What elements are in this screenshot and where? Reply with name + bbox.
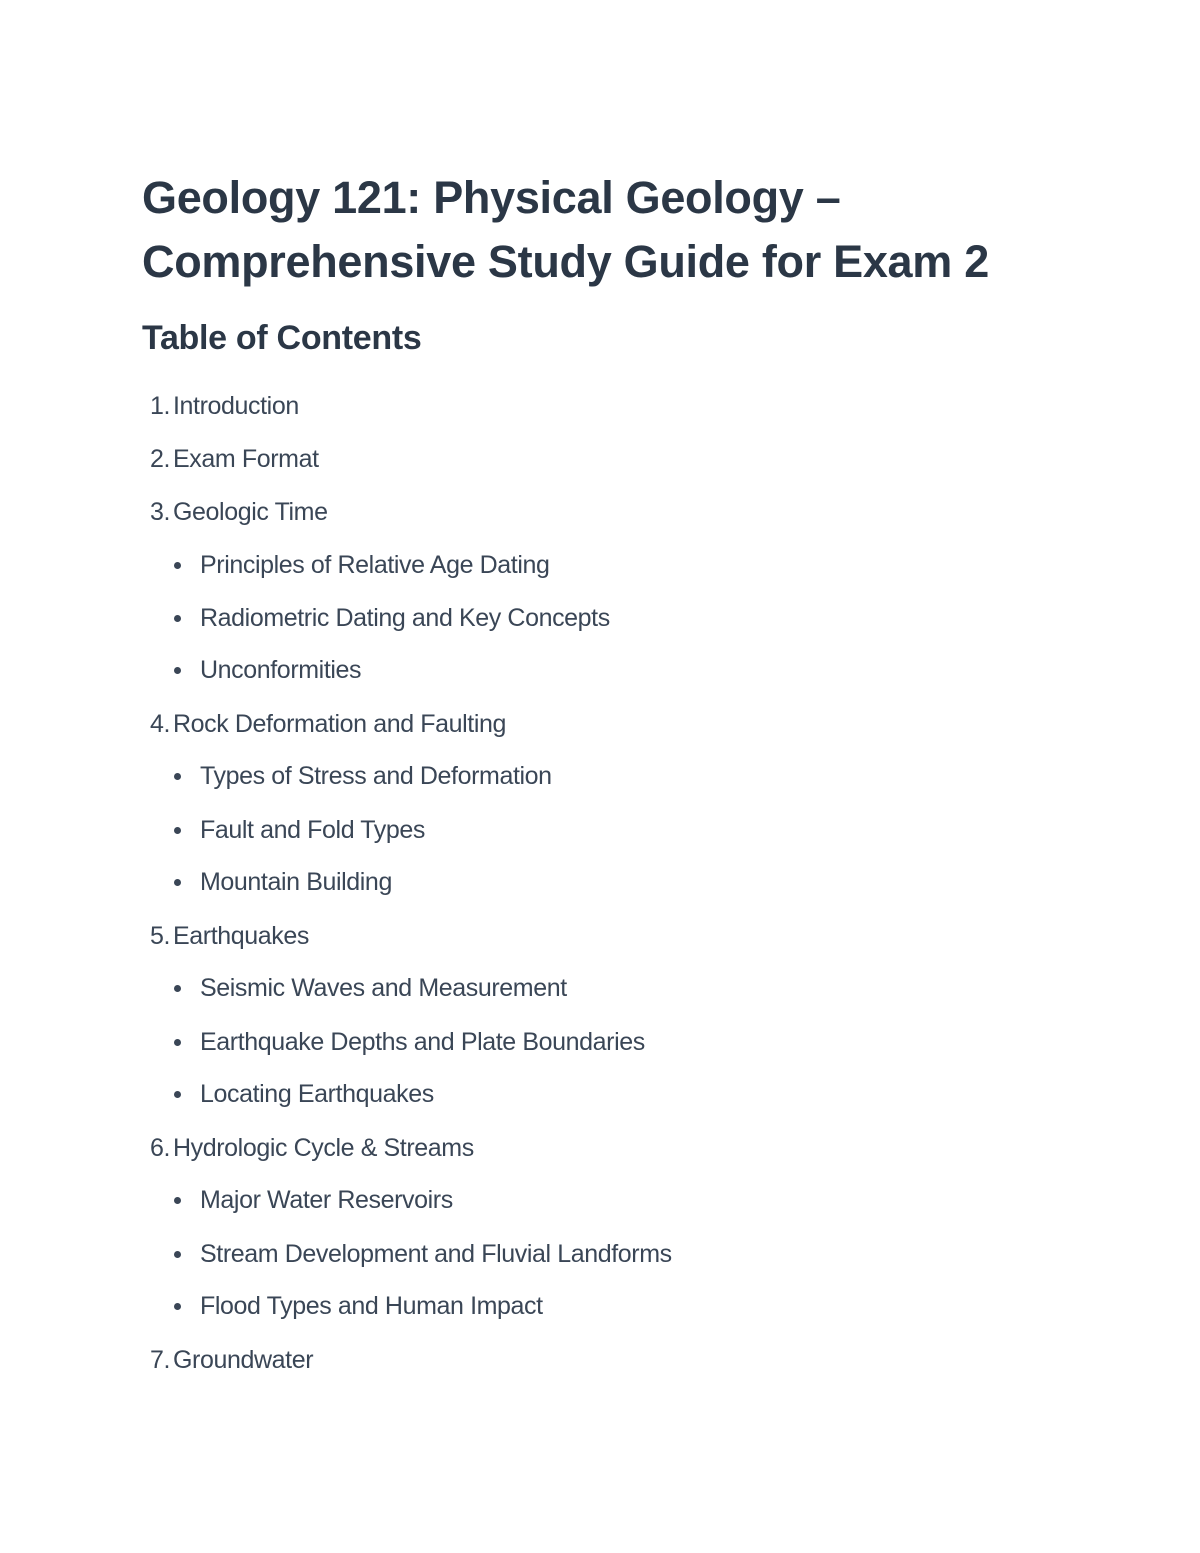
toc-item-number: 6. (149, 1134, 170, 1162)
toc-item-hydrologic-cycle (142, 1132, 474, 1164)
toc-item-label: Earthquakes (173, 922, 309, 950)
bullet-icon (174, 562, 181, 569)
bullet-icon (174, 1197, 181, 1204)
toc-item-introduction (142, 390, 299, 422)
toc-item-earthquakes (142, 920, 309, 952)
toc-subitem-flood-types (200, 1290, 543, 1322)
toc-item-label: Groundwater (173, 1346, 314, 1374)
toc-subitem-label: Types of Stress and Deformation (200, 762, 552, 790)
toc-subitem-earthquake-depths (200, 1026, 645, 1058)
toc-subitem-label: Earthquake Depths and Plate Boundaries (200, 1028, 645, 1056)
toc-item-number: 2. (149, 445, 170, 473)
toc-subitem-label: Locating Earthquakes (200, 1080, 434, 1108)
toc-item-exam-format (142, 443, 319, 475)
bullet-icon (174, 827, 181, 834)
toc-item-groundwater (142, 1344, 313, 1376)
toc-item-number: 1. (149, 392, 170, 420)
bullet-icon (174, 1303, 181, 1310)
toc-subitem-label: Stream Development and Fluvial Landforms (200, 1240, 672, 1268)
toc-item-rock-deformation (142, 708, 506, 740)
toc-subitem-label: Flood Types and Human Impact (200, 1292, 543, 1320)
toc-subitem-mountain-building (200, 866, 392, 898)
bullet-icon (174, 1091, 181, 1098)
toc-subitem-label: Seismic Waves and Measurement (200, 974, 567, 1002)
bullet-icon (174, 667, 181, 674)
bullet-icon (174, 773, 181, 780)
toc-subitem-locating-earthquakes (200, 1078, 434, 1110)
toc-item-label: Geologic Time (173, 498, 328, 526)
toc-item-label: Exam Format (173, 445, 319, 473)
toc-subitem-relative-age-dating (200, 549, 550, 581)
bullet-icon (174, 985, 181, 992)
toc-item-geologic-time (142, 496, 328, 528)
toc-subitem-radiometric-dating (200, 602, 610, 634)
toc-subitem-stress-deformation (200, 760, 552, 792)
toc-subitem-label: Unconformities (200, 656, 362, 684)
document-title-line-2: Comprehensive Study Guide for Exam 2 (142, 236, 989, 287)
bullet-icon (174, 615, 181, 622)
toc-subitem-label: Major Water Reservoirs (200, 1186, 453, 1214)
toc-item-number: 4. (149, 710, 170, 738)
toc-item-number: 3. (149, 498, 170, 526)
toc-subitem-unconformities (200, 654, 361, 686)
toc-subitem-seismic-waves (200, 972, 567, 1004)
toc-subitem-fault-fold-types (200, 814, 425, 846)
toc-subitem-water-reservoirs (200, 1184, 453, 1216)
bullet-icon (174, 1251, 181, 1258)
document-title-line-1: Geology 121: Physical Geology – (142, 172, 841, 223)
toc-item-label: Rock Deformation and Faulting (173, 710, 507, 738)
toc-heading: Table of Contents (142, 319, 422, 357)
toc-item-number: 5. (149, 922, 170, 950)
toc-subitem-label: Fault and Fold Types (200, 816, 426, 844)
toc-item-label: Introduction (173, 392, 299, 420)
toc-subitem-label: Mountain Building (200, 868, 392, 896)
bullet-icon (174, 879, 181, 886)
toc-subitem-label: Radiometric Dating and Key Concepts (200, 604, 610, 632)
toc-subitem-label: Principles of Relative Age Dating (200, 551, 550, 579)
toc-subitem-stream-development (200, 1238, 672, 1270)
toc-item-number: 7. (149, 1346, 170, 1374)
toc-item-label: Hydrologic Cycle & Streams (173, 1134, 474, 1162)
bullet-icon (174, 1039, 181, 1046)
